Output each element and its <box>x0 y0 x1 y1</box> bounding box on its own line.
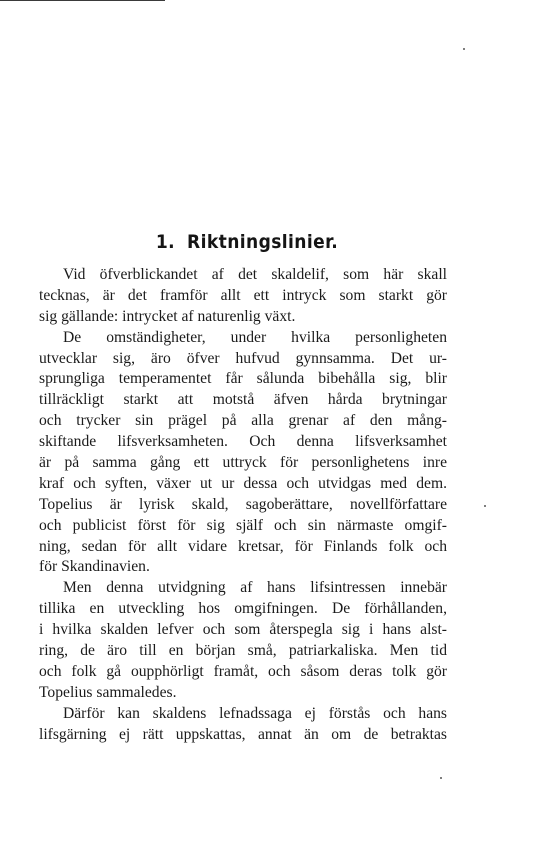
text-line: Därför kan skaldens lefnadssaga ej förstås och hans <box>63 704 447 722</box>
paragraph <box>39 328 447 579</box>
text-line: Topelius sammaledes. <box>39 683 177 701</box>
paragraph <box>39 578 447 703</box>
text-line: lifsgärning ej rätt uppskattas, annat än om de betraktas <box>39 725 447 743</box>
text-line: och trycker sin prägel på alla grenar af den mång- <box>39 412 447 430</box>
print-speck <box>463 48 465 50</box>
text-line: och publicist först för sig själf och sin närmaste omgif- <box>39 516 447 534</box>
text-line: tillika en utveckling hos omgifningen. De förhållanden, <box>39 600 447 618</box>
text-line: sprungliga temperamentet får sålunda bibehålla sig, blir <box>39 370 447 388</box>
chapter-heading <box>0 229 494 255</box>
text-line: Men denna utvidgning af hans lifsintressen innebär <box>63 579 447 597</box>
text-line: och folk gå oupphörligt framåt, och såsom deras tolk gör <box>39 662 447 680</box>
top-edge-rule <box>0 0 165 1</box>
text-line: tecknas, är det framför allt ett intryck som starkt gör <box>39 286 447 304</box>
print-speck <box>440 777 442 779</box>
print-speck <box>484 505 486 507</box>
text-line: Topelius är lyrisk skald, sagoberättare, novellförfattare <box>39 495 447 513</box>
chapter-title: Riktningslinier. <box>187 231 339 253</box>
text-line: för Skandinavien. <box>39 558 150 576</box>
text-line: De omständigheter, under hvilka personligheten <box>63 328 447 346</box>
paragraph <box>39 704 447 746</box>
chapter-number: 1. <box>155 231 176 253</box>
paragraph <box>39 265 447 328</box>
text-line: tillräckligt starkt att motstå äfven hårda brytningar <box>39 391 447 409</box>
text-line: skiftande lifsverksamheten. Och denna lifsverksamhet <box>39 433 447 451</box>
text-line: Vid öfverblickandet af det skaldelif, som här skall <box>63 266 447 283</box>
text-line: ring, de äro till en början små, patriarkaliska. Men tid <box>39 642 447 660</box>
text-line: utvecklar sig, äro öfver hufvud gynnsamma. Det ur- <box>39 349 447 367</box>
text-line: i hvilka skalden lefver och som återspegla sig i hans alst- <box>39 621 447 639</box>
text-line: sig gällande: intrycket af naturenlig växt. <box>39 307 296 325</box>
text-line: är på samma gång ett uttryck för personlighetens inre <box>39 454 447 472</box>
text-line: kraf och syften, växer ut ur dessa och utvidgas med dem. <box>39 474 447 492</box>
body-text <box>39 265 447 745</box>
text-line: ning, sedan för allt vidare kretsar, för Finlands folk och <box>39 537 447 555</box>
